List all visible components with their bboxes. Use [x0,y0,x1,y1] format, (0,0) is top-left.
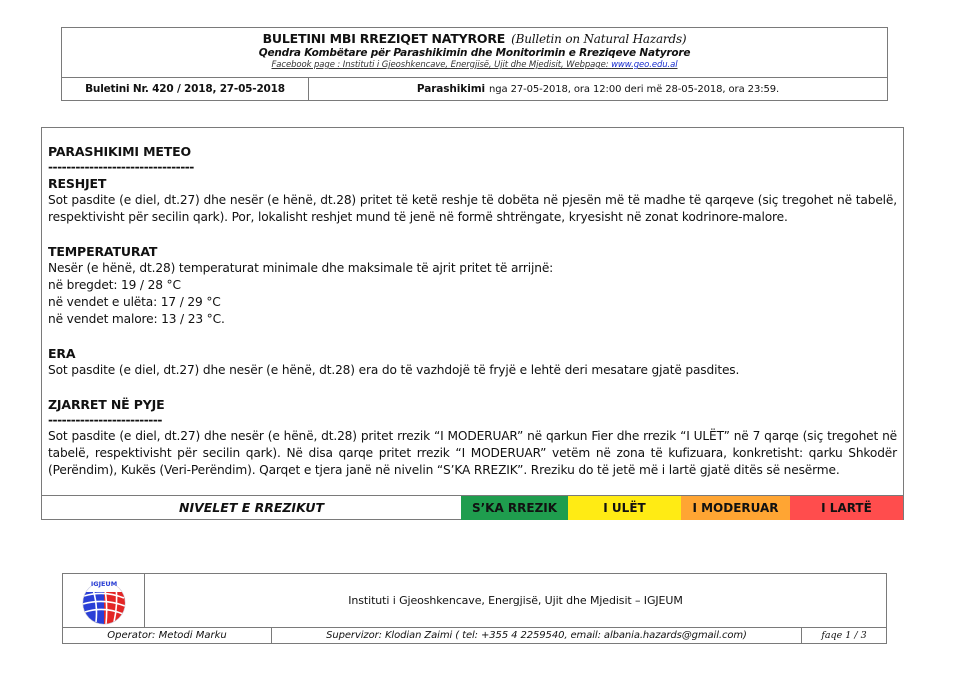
zjarret-text: Sot pasdite (e diel, dt.27) dhe nesër (e hënë, dt.28) pritet rrezik “I MODERUAR” në qarkun Fier dhe rrezik “I ULËT” në 7 qarqe (siç tregohet në tabelë, respektivisht për secilin qark). Në disa qarqe pritet rrezik “I MODERUAR” vetëm në zona të kufizuara, konkretisht: qarku Shkodër (Perëndim), Kukës (Veri-Perëndim). Qarqet e tjera janë në nivelin “S’KA RREZIK”. Rreziku do të jetë më i lartë gjatë ditës së nesërme. [48,429,897,477]
header-info-row [62,78,887,100]
bulletin-header [61,27,888,101]
title-en: (Bulletin on Natural Hazards) [511,32,687,46]
links-line [62,60,887,70]
forecast-box [41,127,904,520]
forecast-content [42,128,903,495]
forecast-label: Parashikimi [416,83,486,95]
center-name: Qendra Kombëtare për Parashikimin dhe Monitorimin e Rreziqeve Natyrore [258,47,691,59]
temperaturat-title: TEMPERATURAT [48,244,158,259]
igjeum-logo [63,574,145,627]
bulletin-title [62,31,887,46]
institute-name: Instituti i Gjeoshkencave, Energjisë, Ujit dhe Mjedisit – IGJEUM [348,594,683,607]
facebook-page-text: Facebook page : Instituti i Gjeoshkencave, Energjisë, Ujit dhe Mjedisit, Webpage: [271,60,612,70]
footer-institute-row [63,574,886,628]
risk-level-low: I ULËT [568,496,681,520]
page-number: faqe 1 / 3 [821,630,867,641]
temp-mountains: në vendet malore: 13 / 23 °C. [48,312,225,326]
zjarret-dashes: ------------------------- [48,413,162,427]
operator-name: Operator: Metodi Marku [63,628,272,643]
meteo-title: PARASHIKIMI METEO [48,144,192,159]
svg-text:IGJEUM: IGJEUM [90,579,117,588]
era-title: ERA [48,346,76,361]
risk-level-moderate: I MODERUAR [681,496,790,520]
risk-levels-label: NIVELET E RREZIKUT [178,500,325,515]
risk-level-none: S’KA RREZIK [461,496,568,520]
era-text: Sot pasdite (e diel, dt.27) dhe nesër (e hënë, dt.28) era do të vazhdojë të fryjë e lehtë deri mesatare gjatë pasdites. [48,363,740,377]
reshjet-title: RESHJET [48,176,107,191]
supervisor-contact: Supervizor: Klodian Zaimi ( tel: +355 4 2259540, email: albania.hazards@gmail.com) [272,628,802,643]
title-sq: BULETINI MBI RREZIQET NATYRORE [262,31,506,46]
reshjet-text: Sot pasdite (e diel, dt.27) dhe nesër (e hënë, dt.28) pritet të ketë reshje të dobëta në pjesën më të madhe të qarqeve (siç tregohet në tabelë, respektivisht për secilin qark). Por, lokalisht reshjet mund të jenë në formë shtrëngate, kryesisht në zonat kodrinore-malore. [48,193,897,224]
header-title-block [62,28,887,78]
temp-lowlands: në vendet e ulëta: 17 / 29 °C [48,295,221,309]
risk-levels-legend [42,495,903,520]
temp-coast: në bregdet: 19 / 28 °C [48,278,181,292]
footer-contact-row [63,628,886,643]
zjarret-title: ZJARRET NË PYJE [48,397,165,412]
website-link[interactable]: www.geo.edu.al [611,60,678,70]
forecast-period [309,78,887,100]
bulletin-footer [62,573,887,644]
temperaturat-intro: Nesër (e hënë, dt.28) temperaturat minimale dhe maksimale të ajrit pritet të arrijnë: [48,261,554,275]
divider-dashes: -------------------------------- [48,160,194,174]
risk-level-high: I LARTË [790,496,903,520]
forecast-period-text: nga 27-05-2018, ora 12:00 deri më 28-05-2018, ora 23:59. [489,84,780,95]
globe-logo-icon [76,576,132,626]
bulletin-number: Buletini Nr. 420 / 2018, 27-05-2018 [62,78,309,100]
